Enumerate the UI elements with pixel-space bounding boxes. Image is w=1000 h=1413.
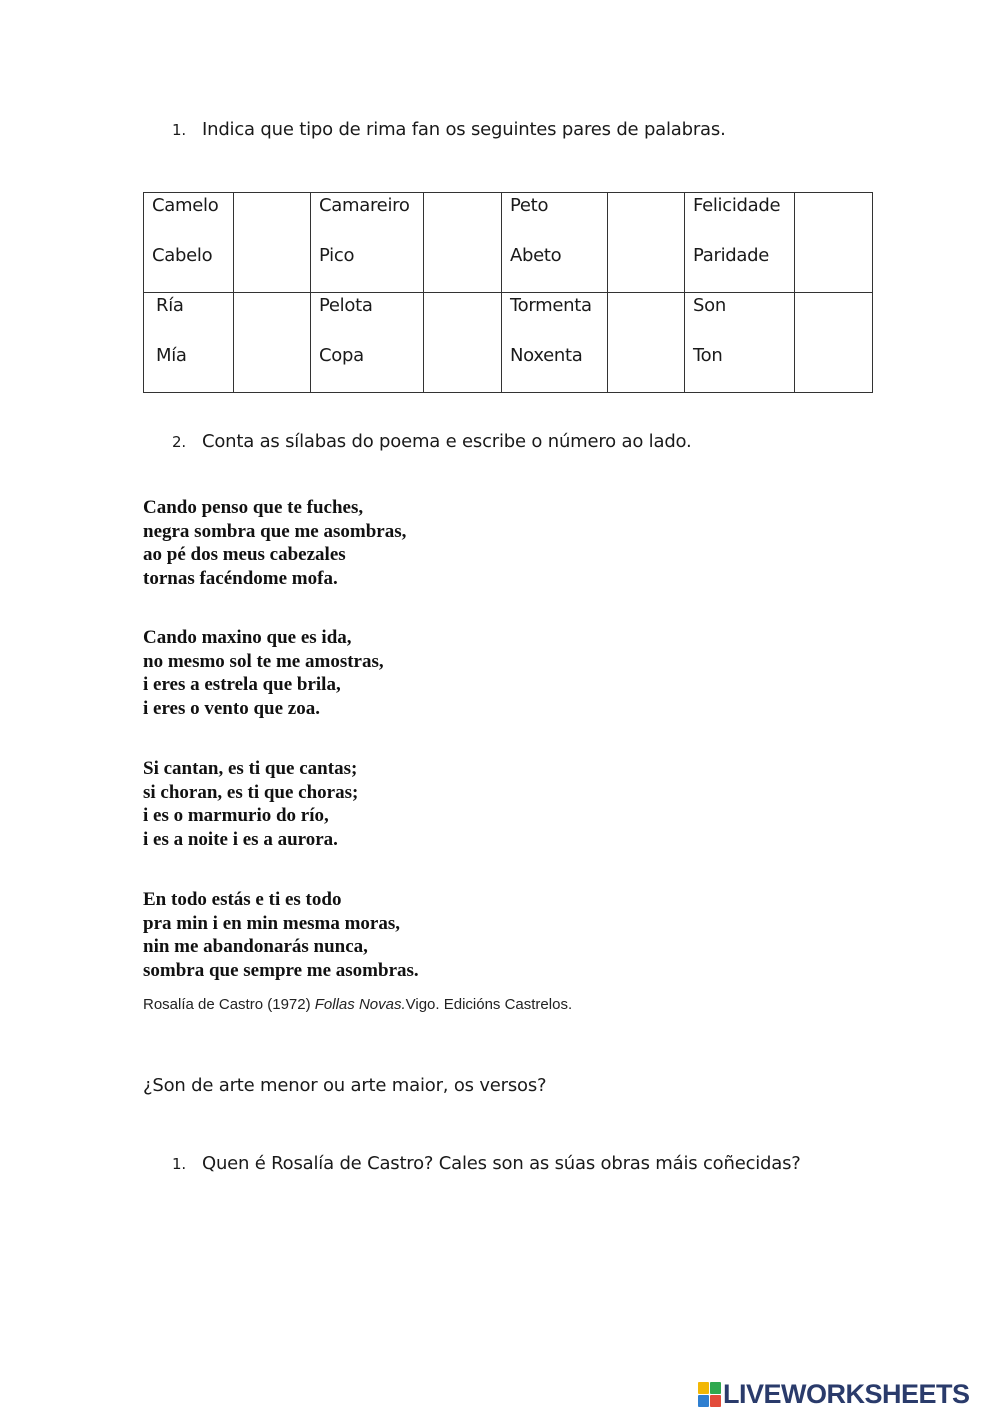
poem-line: i es o marmurio do río, bbox=[143, 805, 329, 826]
question-3-text: ¿Son de arte menor ou arte maior, os versos? bbox=[143, 1075, 547, 1096]
word-pair-cell bbox=[685, 293, 795, 393]
question-2-number: 2. bbox=[172, 433, 186, 451]
poem-stanza bbox=[143, 888, 419, 982]
answer-cell[interactable] bbox=[424, 193, 502, 293]
question-3 bbox=[143, 1075, 546, 1096]
poem-stanza bbox=[143, 757, 358, 851]
poem-line: tornas facéndome mofa. bbox=[143, 567, 338, 589]
rhyme-table-row bbox=[144, 293, 873, 393]
rhyme-word: Copa bbox=[319, 345, 364, 366]
rhyme-word: Ton bbox=[693, 345, 723, 366]
question-2 bbox=[172, 431, 692, 452]
question-4-number: 1. bbox=[172, 1155, 186, 1173]
answer-cell[interactable] bbox=[608, 193, 685, 293]
poem-line: nin me abandonarás nunca, bbox=[143, 936, 368, 957]
poem-line: Cando maxino que es ida, bbox=[143, 627, 352, 648]
question-1-number: 1. bbox=[172, 121, 186, 139]
question-4 bbox=[172, 1153, 801, 1174]
poem-line: Si cantan, es ti que cantas; bbox=[143, 758, 358, 779]
logo-text: LIVEWORKSHEETS bbox=[723, 1378, 970, 1409]
poem-line: ao pé dos meus cabezales bbox=[143, 544, 346, 565]
question-1-text: Indica que tipo de rima fan os seguintes pares de palabras. bbox=[202, 119, 726, 140]
poem-line: i es a noite i es a aurora. bbox=[143, 828, 338, 850]
liveworksheets-logo bbox=[698, 1378, 970, 1410]
word-pair-cell bbox=[685, 193, 795, 293]
citation-publisher: Vigo. Edicións Castrelos. bbox=[405, 996, 573, 1013]
answer-cell[interactable] bbox=[234, 293, 311, 393]
poem-line: Cando penso que te fuches, bbox=[143, 497, 364, 518]
answer-cell[interactable] bbox=[795, 193, 873, 293]
rhyme-word: Camelo bbox=[152, 195, 219, 216]
question-2-text: Conta as sílabas do poema e escribe o número ao lado. bbox=[202, 431, 692, 452]
poem-stanza bbox=[143, 496, 406, 590]
rhyme-word: Peto bbox=[510, 195, 549, 216]
word-pair-cell bbox=[311, 193, 424, 293]
rhyme-word: Noxenta bbox=[510, 345, 583, 366]
word-pair-cell bbox=[144, 293, 234, 393]
citation-author: Rosalía de Castro (1972) bbox=[143, 996, 315, 1013]
answer-cell[interactable] bbox=[795, 293, 873, 393]
rhyme-table-row bbox=[144, 193, 873, 293]
poem-line: i eres a estrela que brila, bbox=[143, 674, 341, 695]
rhyme-word: Cabelo bbox=[152, 245, 213, 266]
poem-stanza bbox=[143, 626, 384, 720]
answer-cell[interactable] bbox=[424, 293, 502, 393]
poem-line: En todo estás e ti es todo bbox=[143, 889, 342, 910]
word-pair-cell bbox=[502, 193, 608, 293]
answer-cell[interactable] bbox=[234, 193, 311, 293]
word-pair-cell bbox=[502, 293, 608, 393]
rhyme-word: Son bbox=[693, 295, 726, 316]
rhyme-word: Abeto bbox=[510, 245, 562, 266]
rhyme-word: Felicidade bbox=[693, 195, 781, 216]
question-4-text: Quen é Rosalía de Castro? Cales son as súas obras máis coñecidas? bbox=[202, 1153, 801, 1174]
poem-line: no mesmo sol te me amostras, bbox=[143, 650, 384, 672]
rhyme-word: Pico bbox=[319, 245, 355, 266]
poem-line: sombra que sempre me asombras. bbox=[143, 959, 419, 981]
rhyme-word: Ría bbox=[156, 295, 184, 316]
rhyme-word: Paridade bbox=[693, 245, 770, 266]
word-pair-cell bbox=[144, 193, 234, 293]
poem-line: negra sombra que me asombras, bbox=[143, 520, 407, 542]
poem-line: i eres o vento que zoa. bbox=[143, 697, 320, 719]
citation-title: Follas Novas. bbox=[314, 996, 406, 1013]
poem-line: si choran, es ti que choras; bbox=[143, 781, 359, 803]
word-pair-cell bbox=[311, 293, 424, 393]
rhyme-word: Tormenta bbox=[510, 295, 592, 316]
rhyme-word: Camareiro bbox=[319, 195, 410, 216]
rhyme-table bbox=[143, 192, 873, 393]
rhyme-word: Mía bbox=[156, 345, 187, 366]
question-1 bbox=[172, 119, 726, 140]
logo-mark-icon bbox=[698, 1382, 720, 1406]
answer-cell[interactable] bbox=[608, 293, 685, 393]
rhyme-word: Pelota bbox=[319, 295, 373, 316]
poem-line: pra min i en min mesma moras, bbox=[143, 912, 401, 934]
citation bbox=[143, 996, 572, 1013]
